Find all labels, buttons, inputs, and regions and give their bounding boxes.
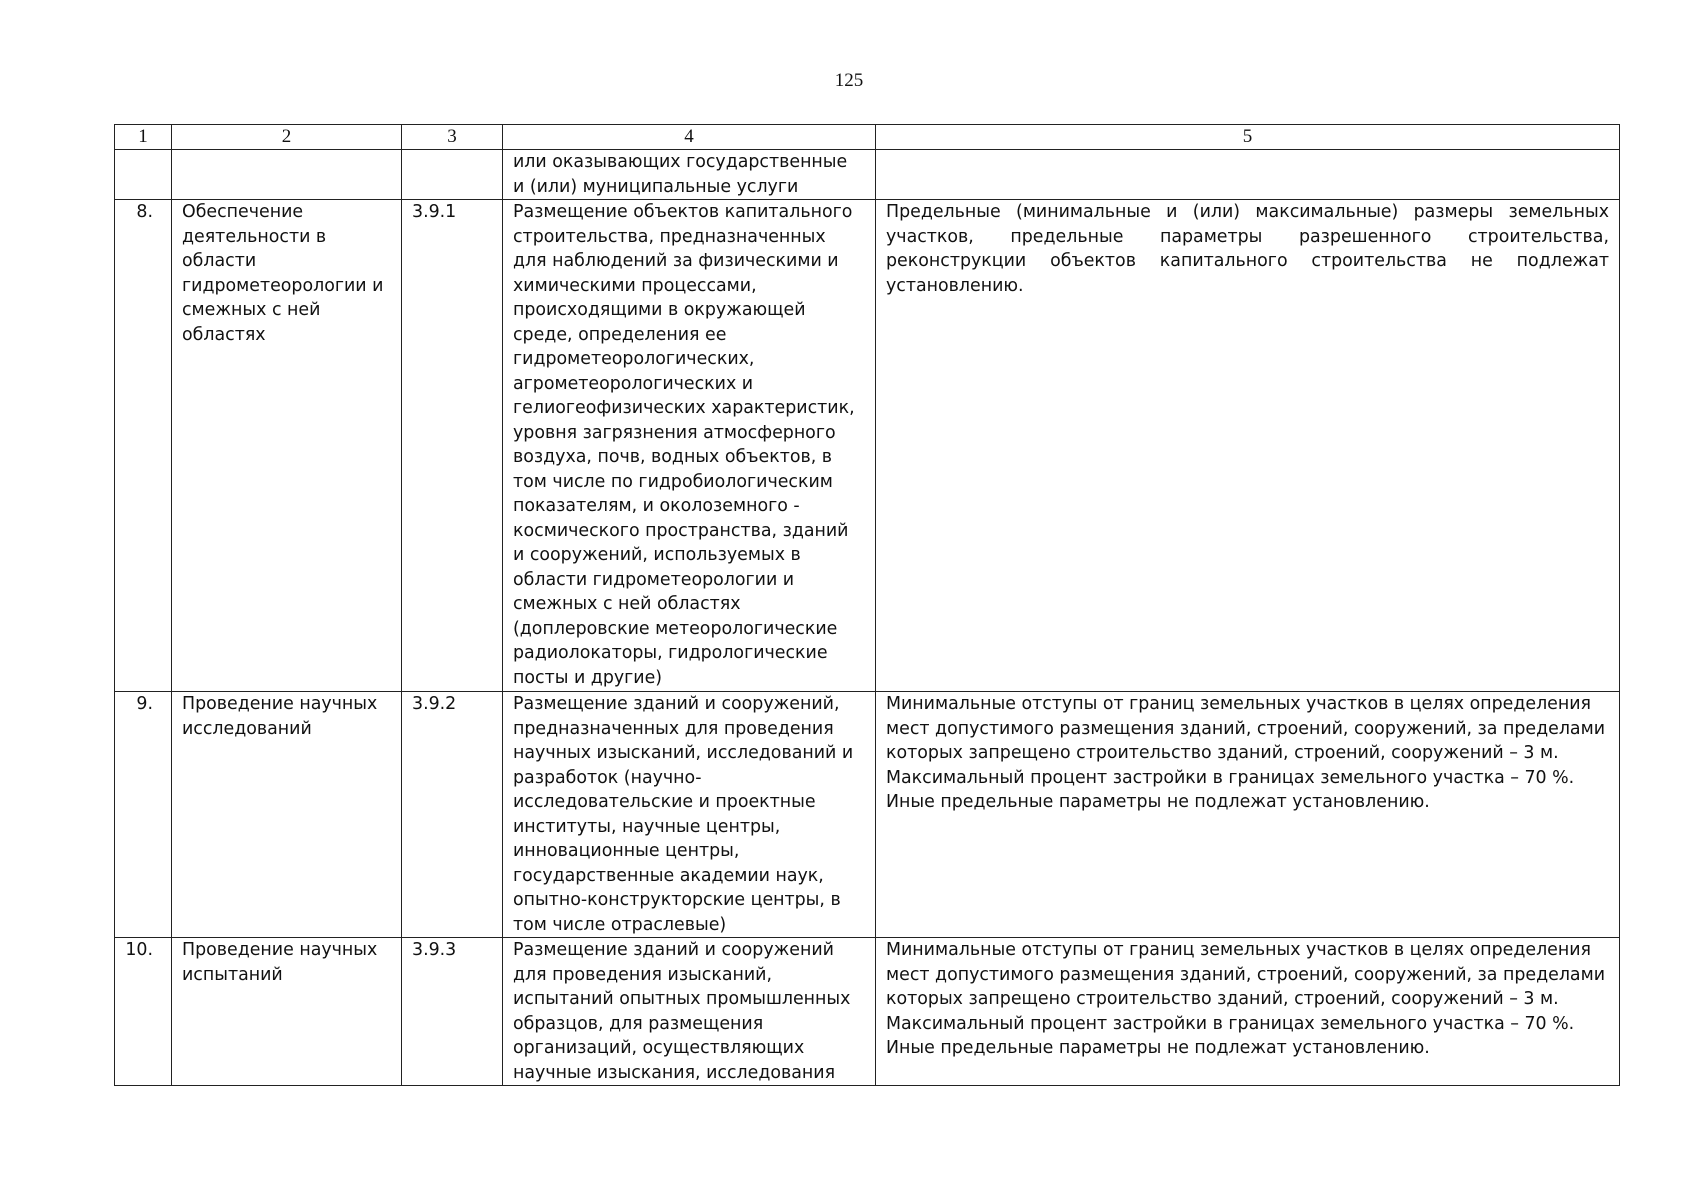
header-cell-2: 2 <box>172 125 402 150</box>
parameters-line: Предельные (минимальные и (или) максимальные) размеры земельных <box>886 202 1609 222</box>
row-number: 8. <box>115 200 172 692</box>
parameters-line: Иные предельные параметры не подлежат установлению. <box>886 1038 1430 1058</box>
land-use-parameters <box>876 150 1620 200</box>
parameters-line: Максимальный процент застройки в границах земельного участка – 70 %. <box>886 767 1575 788</box>
parameters-line: Минимальные отступы от границ земельных участков в целях определения <box>886 694 1592 714</box>
land-use-name: Обеспечение деятельности в области гидрометеорологии и смежных с ней областях <box>172 200 402 692</box>
parameters-line: Минимальные отступы от границ земельных участков в целях определения <box>886 940 1592 960</box>
land-use-code <box>402 150 503 200</box>
land-use-description: Размещение зданий и сооружений, предназначенных для проведения научных изысканий, исследований и разработок (научно- исследовательские и проектные институты, научные центры, инновационные центры, государственные академии наук, опытно-конструкторские центры, в том числе отраслевые) <box>503 692 876 938</box>
land-use-parameters <box>876 200 1620 692</box>
land-use-name <box>172 150 402 200</box>
table-row-8 <box>115 200 1620 692</box>
parameters-line: мест допустимого размещения зданий, строений, сооружений, за пределами <box>886 964 1606 985</box>
table-header-row <box>115 125 1620 150</box>
parameters-line: которых запрещено строительство зданий, строений, сооружений – 3 м. <box>886 743 1559 763</box>
land-use-table <box>114 124 1620 1086</box>
land-use-name: Проведение научных испытаний <box>172 938 402 1086</box>
land-use-code: 3.9.3 <box>402 938 503 1086</box>
parameters-line: установлению. <box>886 275 1024 296</box>
table-row-continuation <box>115 150 1620 200</box>
row-number <box>115 150 172 200</box>
table-row-10 <box>115 938 1620 1086</box>
land-use-description: Размещение объектов капитального строительства, предназначенных для наблюдений за физическими и химическими процессами, происходящими в окружающей среде, определения ее гидрометеорологических, агрометеорологических и гелиогеофизических характеристик, уровня загрязнения атмосферного воздуха, почв, водных объектов, в том числе по гидробиологическим показателям, и околоземного - космического пространства, зданий и сооружений, используемых в области гидрометеорологии и смежных с ней областях (доплеровские метеорологические радиолокаторы, гидрологические посты и другие) <box>503 200 876 692</box>
header-cell-4: 4 <box>503 125 876 150</box>
header-cell-5: 5 <box>876 125 1620 150</box>
land-use-code: 3.9.1 <box>402 200 503 692</box>
header-cell-1: 1 <box>115 125 172 150</box>
land-use-code: 3.9.2 <box>402 692 503 938</box>
parameters-line: участков, предельные параметры разрешенного строительства, <box>886 226 1609 247</box>
row-number: 10. <box>115 938 172 1086</box>
land-use-parameters <box>876 692 1620 938</box>
parameters-line: реконструкции объектов капитального строительства не подлежат <box>886 251 1609 271</box>
parameters-line: Иные предельные параметры не подлежат установлению. <box>886 792 1430 812</box>
parameters-line: Максимальный процент застройки в границах земельного участка – 70 %. <box>886 1013 1575 1034</box>
parameters-line: которых запрещено строительство зданий, строений, сооружений – 3 м. <box>886 989 1559 1009</box>
parameters-line: мест допустимого размещения зданий, строений, сооружений, за пределами <box>886 718 1606 739</box>
header-cell-3: 3 <box>402 125 503 150</box>
table-row-9 <box>115 692 1620 938</box>
land-use-description: Размещение зданий и сооружений для проведения изысканий, испытаний опытных промышленных образцов, для размещения организаций, осуществляющих научные изыскания, исследования <box>503 938 876 1086</box>
page-number: 125 <box>834 70 864 91</box>
land-use-description: или оказывающих государственные и (или) муниципальные услуги <box>503 150 876 200</box>
land-use-name: Проведение научных исследований <box>172 692 402 938</box>
row-number: 9. <box>115 692 172 938</box>
land-use-parameters <box>876 938 1620 1086</box>
